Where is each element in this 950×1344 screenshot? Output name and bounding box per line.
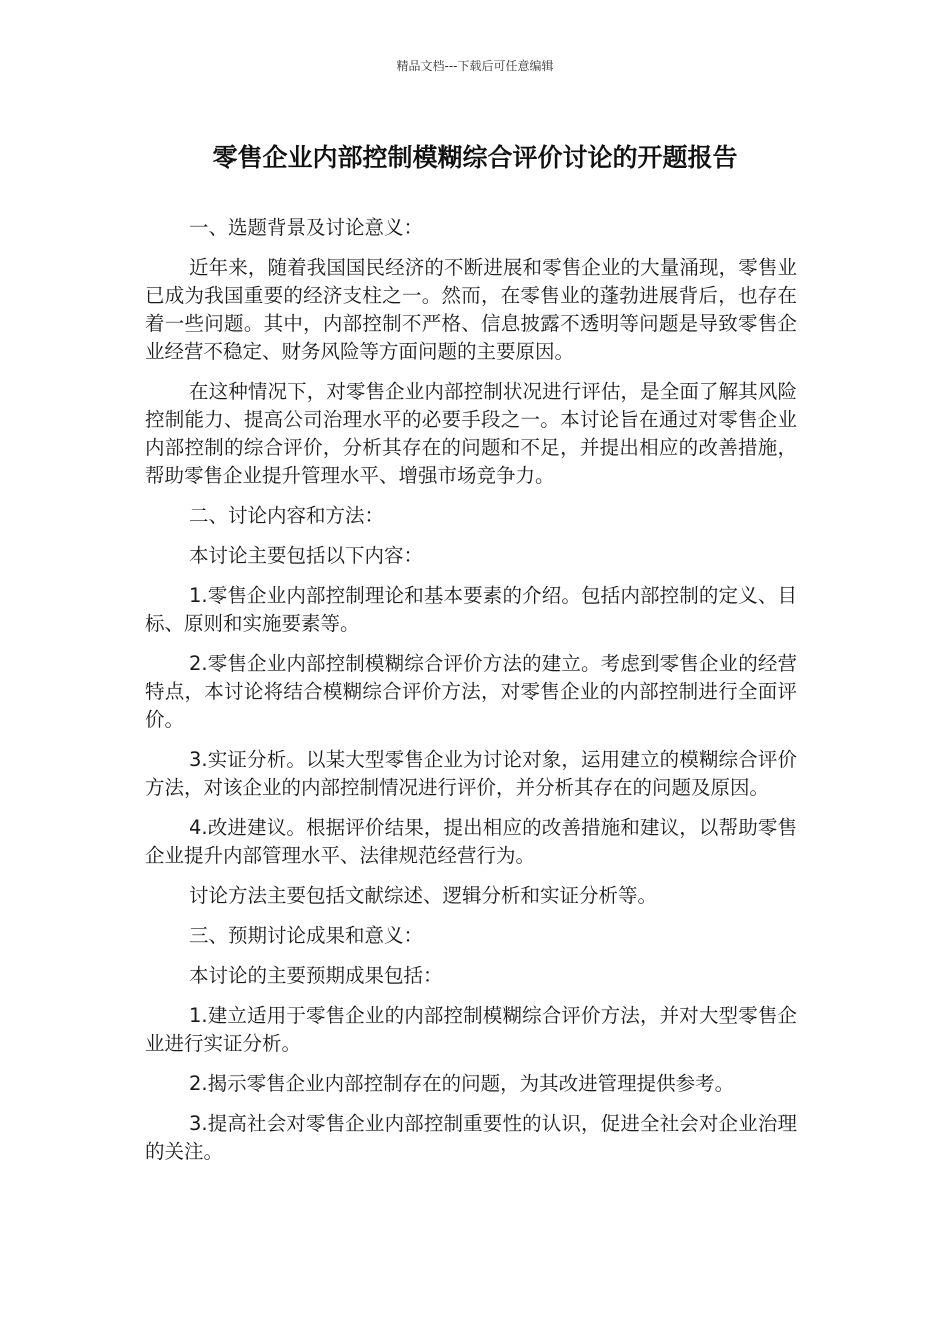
list-item: 3.提高社会对零售企业内部控制重要性的认识，促进全社会对企业治理的关注。: [145, 1112, 797, 1163]
list-item: 3.实证分析。以某大型零售企业为讨论对象，运用建立的模糊综合评价方法，对该企业的内部控制情况进行评价，并分析其存在的问题及原因。: [145, 748, 797, 799]
paragraph: 讨论方法主要包括文献综述、逻辑分析和实证分析等。: [189, 884, 658, 907]
paragraph: 本讨论的主要预期成果包括：: [189, 964, 443, 987]
list-item: 1.零售企业内部控制理论和基本要素的介绍。包括内部控制的定义、目标、原则和实施要素等。: [145, 584, 797, 635]
document-body: [145, 214, 797, 1178]
paragraph: 在这种情况下，对零售企业内部控制状况进行评估，是全面了解其风险控制能力、提高公司治理水平的必要手段之一。本讨论旨在通过对零售企业内部控制的综合评价，分析其存在的问题和不足，并提出相应的改善措施，帮助零售企业提升管理水平、增强市场竞争力。: [145, 380, 797, 487]
list-item: 2.揭示零售企业内部控制存在的问题，为其改进管理提供参考。: [189, 1072, 735, 1095]
list-item: 1.建立适用于零售企业的内部控制模糊综合评价方法，并对大型零售企业进行实证分析。: [145, 1004, 797, 1055]
list-item: 4.改进建议。根据评价结果，提出相应的改善措施和建议，以帮助零售企业提升内部管理水平、法律规范经营行为。: [145, 816, 797, 867]
paragraph: 本讨论主要包括以下内容：: [189, 544, 424, 567]
header-note: 精品文档---下载后可任意编辑: [396, 59, 554, 73]
section-heading-content-methods: 二、讨论内容和方法：: [189, 504, 385, 527]
document-title: 零售企业内部控制模糊综合评价讨论的开题报告: [212, 143, 738, 172]
section-heading-background: 一、选题背景及讨论意义：: [189, 216, 424, 239]
paragraph: 近年来，随着我国国民经济的不断进展和零售企业的大量涌现，零售业已成为我国重要的经济支柱之一。然而，在零售业的蓬勃进展背后，也存在着一些问题。其中，内部控制不严格、信息披露不透明等问题是导致零售企业经营不稳定、财务风险等方面问题的主要原因。: [145, 256, 797, 363]
section-heading-expected-results: 三、预期讨论成果和意义：: [189, 924, 424, 947]
list-item: 2.零售企业内部控制模糊综合评价方法的建立。考虑到零售企业的经营特点，本讨论将结合模糊综合评价方法，对零售企业的内部控制进行全面评价。: [145, 652, 797, 731]
